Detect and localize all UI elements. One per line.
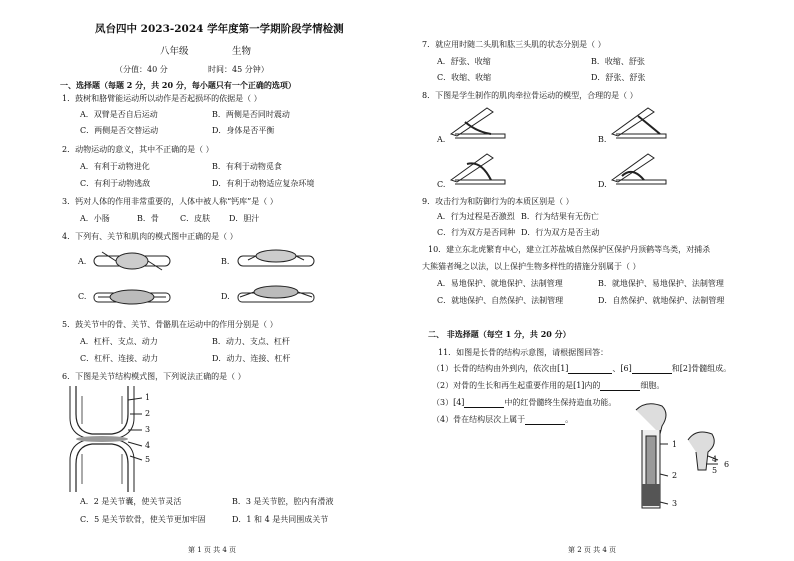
joint-label-3: 3 xyxy=(145,425,151,434)
q5-option-c: C．杠杆、连接、动力 xyxy=(80,354,159,363)
q11-part-2 xyxy=(432,381,664,391)
q2-option-c: C．有利于动物逃敌 xyxy=(80,179,151,188)
q3-option-b: B．骨 xyxy=(137,214,159,223)
q3-option-a: A．小肠 xyxy=(80,214,110,223)
question-4: 4．下列有、关节和肌肉的模式图中正确的是（ ） xyxy=(62,232,238,241)
bone-label-3: 3 xyxy=(672,499,678,508)
bone-label-4: 4 xyxy=(712,455,718,464)
joint-label-5: 5 xyxy=(145,455,151,464)
bone-label-5: 5 xyxy=(712,466,718,475)
time-info: 时间：45 分钟） xyxy=(208,65,269,74)
question-1: 1．鼓树和胳臂能运动所以动作是否起损坏的依据是（ ） xyxy=(62,94,262,103)
muscle-diagram-b xyxy=(236,248,316,274)
q2-option-b: B．有利于动物觅食 xyxy=(212,162,282,171)
q6-option-a: A．2 是关节囊，使关节灵活 xyxy=(80,497,182,506)
question-10-continued: 大熊猫者绳之以法，以上保护生物多样性的措施分别属于（ ） xyxy=(422,262,641,271)
arm-model-a xyxy=(447,104,509,138)
question-9: 9．攻击行为和防御行为的本质区别是（ ） xyxy=(422,197,574,206)
bone-label-1: 1 xyxy=(672,440,678,449)
q10-option-d: D．自然保护、就地保护、法制管理 xyxy=(598,296,725,305)
bone-label-2: 2 xyxy=(672,471,678,480)
arm-model-b xyxy=(608,104,670,138)
q9-option-a: A．行为过程是否激烈 xyxy=(437,212,515,221)
q6-option-c: C．5 是关节软骨，使关节更加牢固 xyxy=(80,515,206,524)
muscle-diagram-a xyxy=(92,248,172,274)
q11-part-1-text-b: 、[6] xyxy=(612,364,632,373)
question-8: 8．下图是学生制作的肌肉牵拉骨运动的模型，合理的是（ ） xyxy=(422,91,638,100)
q11-part-3-text-a: （3）[4] xyxy=(432,398,465,407)
question-6: 6．下图是关节结构模式图，下列说法正确的是（ ） xyxy=(62,372,246,381)
answer-blank-6[interactable] xyxy=(632,365,672,374)
arm-model-c xyxy=(447,150,509,184)
q2-option-a: A．有利于动物进化 xyxy=(80,162,150,171)
question-10: 10．建立东北虎繁育中心，建立江苏盐城自然保护区保护丹顶鹤等鸟类，对捕杀 xyxy=(428,245,711,254)
answer-blank-level[interactable] xyxy=(525,416,565,425)
joint-label-1: 1 xyxy=(145,393,151,402)
q3-option-d: D．胆汁 xyxy=(229,214,260,223)
muscle-diagram-d xyxy=(236,284,316,310)
q2-option-d: D．有利于动物适应复杂环境 xyxy=(212,179,315,188)
q11-part-1-text-c: 和[2]骨髓组成。 xyxy=(671,364,732,373)
q11-part-4-text-a: （4）骨在结构层次上属于 xyxy=(432,415,526,424)
section-2-heading: 二、 非选择题（每空 1 分，共 20 分） xyxy=(428,329,571,339)
arm-model-d xyxy=(608,150,670,184)
q11-part-4 xyxy=(432,415,573,425)
q5-option-b: B．动力、支点、杠杆 xyxy=(212,337,290,346)
q8-option-b: B. xyxy=(598,135,607,144)
q4-option-c: C. xyxy=(78,292,87,301)
question-3: 3．钙对人体的作用非常重要的，人体中被人称“钙库”是（ ） xyxy=(62,197,278,206)
answer-blank-1[interactable] xyxy=(568,365,612,374)
q3-option-c: C．皮肤 xyxy=(180,214,211,223)
answer-blank-cells[interactable] xyxy=(600,382,640,391)
grade: 八年级 xyxy=(160,46,189,57)
q5-option-a: A．杠杆、支点、动力 xyxy=(80,337,158,346)
q1-option-c: C．两侧是否交替运动 xyxy=(80,126,159,135)
joint-label-2: 2 xyxy=(145,409,151,418)
q1-option-b: B．两侧是否同时震动 xyxy=(212,110,290,119)
joint-label-4: 4 xyxy=(145,441,151,450)
question-2: 2．动物运动的意义，其中不正确的是（ ） xyxy=(62,145,214,154)
q8-option-c: C. xyxy=(437,180,446,189)
q11-part-3-text-b: 中的红骨髓终生保持造血功能。 xyxy=(504,398,617,407)
q6-option-d: D．1 和 4 是共同围成关节 xyxy=(232,515,329,524)
q7-option-a: A．舒张、收缩 xyxy=(437,57,491,66)
score-info: （分值：40 分 xyxy=(115,65,168,74)
q11-part-4-text-b: 。 xyxy=(565,415,574,424)
question-7: 7．就应用时随二头肌和肱三头肌的状态分别是（ ） xyxy=(422,40,606,49)
q5-option-d: D．动力、连接、杠杆 xyxy=(212,354,291,363)
q8-option-d: D. xyxy=(598,180,607,189)
section-1-heading: 一、选择题（每题 2 分，共 20 分，每小题只有一个正确的选项） xyxy=(60,80,296,90)
answer-blank-4[interactable] xyxy=(464,399,504,408)
q9-option-c: C．行为双方是否同种 xyxy=(437,228,516,237)
q9-option-b: B．行为结果有无伤亡 xyxy=(521,212,599,221)
q1-option-a: A．双臂是否自后运动 xyxy=(80,110,158,119)
q10-option-a: A．易地保护、就地保护、法制管理 xyxy=(437,279,563,288)
q10-option-b: B．就地保护、易地保护、法制管理 xyxy=(598,279,724,288)
q10-option-c: C．就地保护、自然保护、法制管理 xyxy=(437,296,564,305)
q1-option-d: D．身体是否平衡 xyxy=(212,126,275,135)
exam-title: 凤台四中 2023-2024 学年度第一学期阶段学情检测 xyxy=(95,23,344,35)
q9-option-d: D．行为双方是否主动 xyxy=(521,228,600,237)
q4-option-a: A. xyxy=(78,257,87,266)
q11-part-1 xyxy=(432,364,731,374)
q7-option-c: C．收缩、收缩 xyxy=(437,73,492,82)
question-11: 11．如图是长骨的结构示意图，请根据图回答： xyxy=(438,348,609,357)
page-1-footer: 第 1 页 共 4 页 xyxy=(188,546,237,554)
q11-part-1-text-a: （1）长骨的结构由外到内，依次由[1] xyxy=(432,364,569,373)
q4-option-d: D. xyxy=(221,292,230,301)
joint-diagram xyxy=(62,384,142,494)
q7-option-d: D．舒张、舒张 xyxy=(591,73,646,82)
muscle-diagram-c xyxy=(92,284,172,310)
page-2-footer: 第 2 页 共 4 页 xyxy=(568,546,617,554)
q11-part-2-text-b: 细胞。 xyxy=(640,381,665,390)
q4-option-b: B. xyxy=(221,257,230,266)
q11-part-3 xyxy=(432,398,616,408)
q7-option-b: B．收缩、舒张 xyxy=(591,57,645,66)
q6-option-b: B．3 是关节腔，腔内有滑液 xyxy=(232,497,334,506)
bone-label-6: 6 xyxy=(724,460,730,469)
q11-part-2-text-a: （2）对骨的生长和再生起重要作用的是[1]内的 xyxy=(432,381,601,390)
subject: 生物 xyxy=(232,46,252,57)
q8-option-a: A. xyxy=(437,135,446,144)
question-5: 5．鼓关节中的骨、关节、骨骼肌在运动中的作用分别是（ ） xyxy=(62,320,278,329)
